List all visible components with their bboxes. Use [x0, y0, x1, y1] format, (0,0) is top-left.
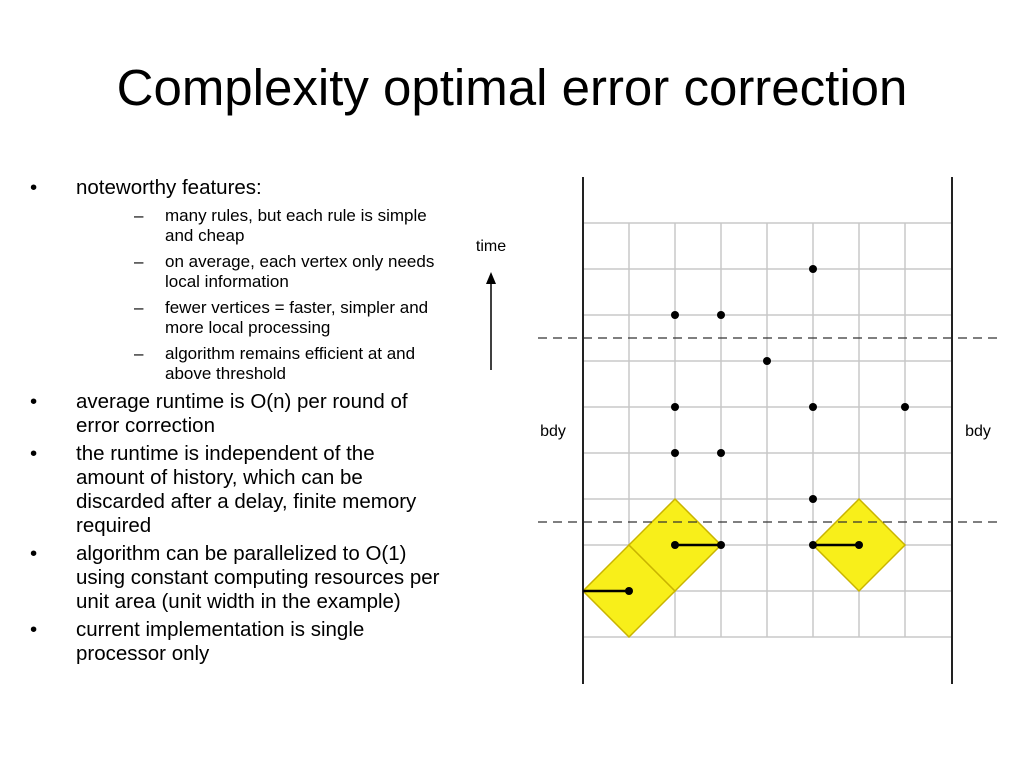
lattice-vertex [855, 541, 863, 549]
lattice-vertex [809, 541, 817, 549]
time-label: time [475, 238, 507, 255]
bullet-item: • average runtime is O(n) per round of error correction [30, 390, 440, 438]
lattice-vertex [809, 403, 817, 411]
bullet-item: • current implementation is single processor only [30, 618, 440, 666]
lattice-vertex [717, 449, 725, 457]
bullet-text: noteworthy features: [76, 176, 262, 199]
lattice-vertex [717, 541, 725, 549]
lattice-vertex [625, 587, 633, 595]
slide-title: Complexity optimal error correction [116, 59, 908, 116]
boundary-label-right: bdy [965, 423, 991, 440]
lattice-vertex [671, 403, 679, 411]
boundary-label-left: bdy [540, 423, 566, 440]
sub-bullet-item: – on average, each vertex only needs local information [122, 252, 440, 292]
sub-bullet-item: – algorithm remains efficient at and above threshold [122, 344, 440, 384]
lattice-vertex [671, 541, 679, 549]
lattice-vertex [809, 265, 817, 273]
bullet-item: • the runtime is independent of the amount of history, which can be discarded after a delay, finite memory required [30, 442, 440, 538]
sub-bullet-item: – many rules, but each rule is simple and cheap [122, 206, 440, 246]
sub-bullet-item: – fewer vertices = faster, simpler and more local processing [122, 298, 440, 338]
lattice-vertex [671, 311, 679, 319]
lattice-vertex [809, 495, 817, 503]
lattice-vertex [763, 357, 771, 365]
time-arrow-icon [486, 272, 496, 370]
bullet-item: • algorithm can be parallelized to O(1) using constant computing resources per unit area (unit width in the example) [30, 542, 440, 614]
lattice-vertex [901, 403, 909, 411]
lattice-vertex [717, 311, 725, 319]
lattice-vertex [671, 449, 679, 457]
diamond-layer [583, 499, 905, 637]
